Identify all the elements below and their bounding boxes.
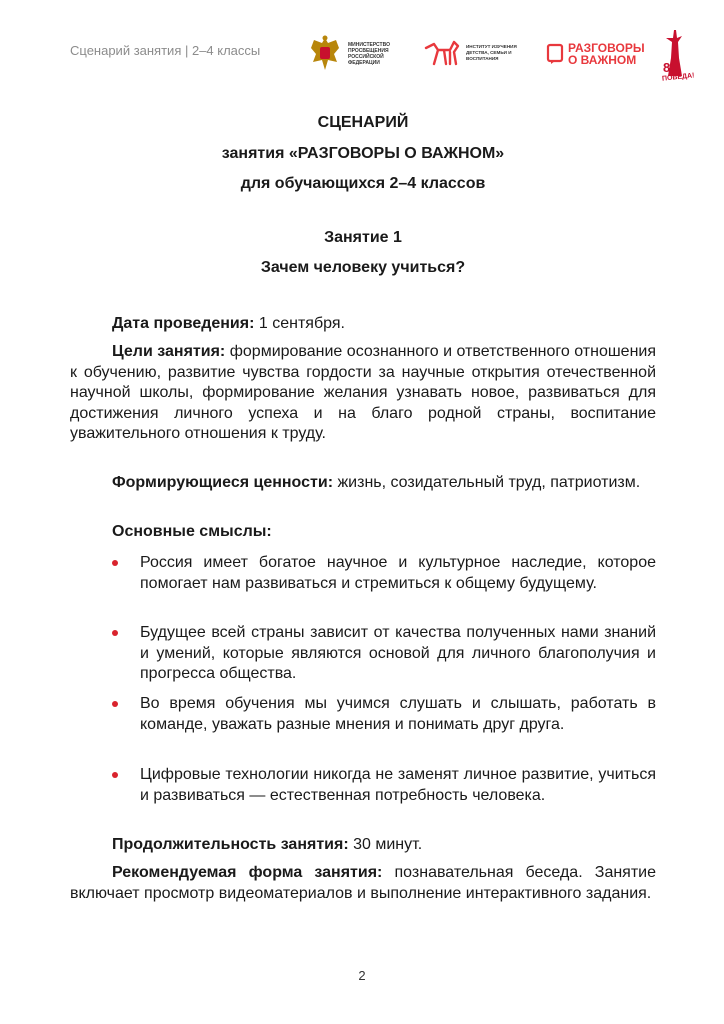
page-number: 2 — [358, 968, 366, 983]
values-paragraph — [70, 473, 656, 494]
bullet-dot-icon — [112, 560, 118, 566]
values-label: Формирующиеся ценности: — [112, 474, 334, 491]
bullet-text: Будущее всей страны зависит от качества полученных нами знаний и умений, которые являются основой для личного благополучия и прогресса общества. — [140, 624, 656, 682]
victory-80-logo — [661, 28, 695, 88]
monument-icon — [662, 28, 688, 76]
eagle-emblem-icon — [306, 34, 344, 74]
bullet-text: Во время обучения мы учимся слушать и слышать, работать в команде, уважать разные мнения и понимать друг друга. — [140, 695, 656, 733]
header-title: Сценарий занятия | 2–4 классы — [70, 43, 261, 58]
meanings-label: Основные смыслы: — [112, 523, 272, 540]
victory-text: ПОБЕДА! — [661, 72, 695, 83]
date-paragraph — [70, 314, 656, 335]
goals-label: Цели занятия: — [112, 343, 226, 360]
svg-text:80: 80 — [663, 60, 678, 75]
speech-bubble-icon — [546, 43, 564, 65]
duration-label: Продолжительность занятия: — [112, 836, 349, 853]
lesson-topic: Зачем человеку учиться? — [260, 259, 466, 276]
bullet-dot-icon — [112, 772, 118, 778]
duration-value: 30 минут. — [348, 836, 423, 853]
bullet-text: Россия имеет богатое научное и культурное наследие, которое помогает нам развиваться и стремиться к общему будущему. — [140, 554, 656, 592]
goals-paragraph — [70, 342, 656, 445]
ministry-text: МИНИСТЕРСТВО ПРОСВЕЩЕНИЯ РОССИЙСКОЙ ФЕДЕРАЦИИ — [348, 42, 390, 66]
rv-line1: РАЗГОВОРЫ — [568, 41, 645, 55]
institute-text: ИНСТИТУТ ИЗУЧЕНИЯ ДЕТСТВА, СЕМЬИ И ВОСПИТАНИЯ — [466, 44, 517, 61]
doc-audience: для обучающихся 2–4 классов — [240, 175, 486, 192]
form-text: познавательная беседа. Занятие включает просмотр видеоматериалов и выполнение интерактивного задания. — [70, 864, 657, 902]
doc-title: СЦЕНАРИЙ — [317, 114, 409, 131]
doc-subtitle: занятия «РАЗГОВОРЫ О ВАЖНОМ» — [221, 145, 505, 162]
bullet-text: Цифровые технологии никогда не заменят личное развитие, учиться и развиваться — естественная потребность человека. — [140, 766, 656, 804]
institute-logo — [424, 38, 526, 68]
lesson-number: Занятие 1 — [324, 229, 402, 246]
razgovory-logo — [546, 42, 645, 66]
horse-icon — [424, 38, 460, 68]
bullet-dot-icon — [112, 630, 118, 636]
rv-line2: О ВАЖНОМ — [568, 53, 637, 67]
ministry-logo — [306, 34, 396, 74]
goals-text: формирование осознанного и ответственного отношения к обучению, развитие чувства гордости за научные открытия отечественной научной школы, формирование желания узнавать новое, развиваться для достижения личного успеха и на благо родной страны, воспитание уважительного отношения к труду. — [70, 343, 657, 442]
meanings-heading — [70, 522, 656, 543]
form-paragraph — [70, 863, 656, 904]
form-label: Рекомендуемая форма занятия: — [112, 864, 383, 881]
duration-paragraph — [70, 835, 656, 856]
values-text: жизнь, созидательный труд, патриотизм. — [333, 474, 641, 491]
date-value: 1 сентября. — [254, 315, 345, 332]
date-label: Дата проведения: — [112, 315, 255, 332]
bullet-dot-icon — [112, 701, 118, 707]
